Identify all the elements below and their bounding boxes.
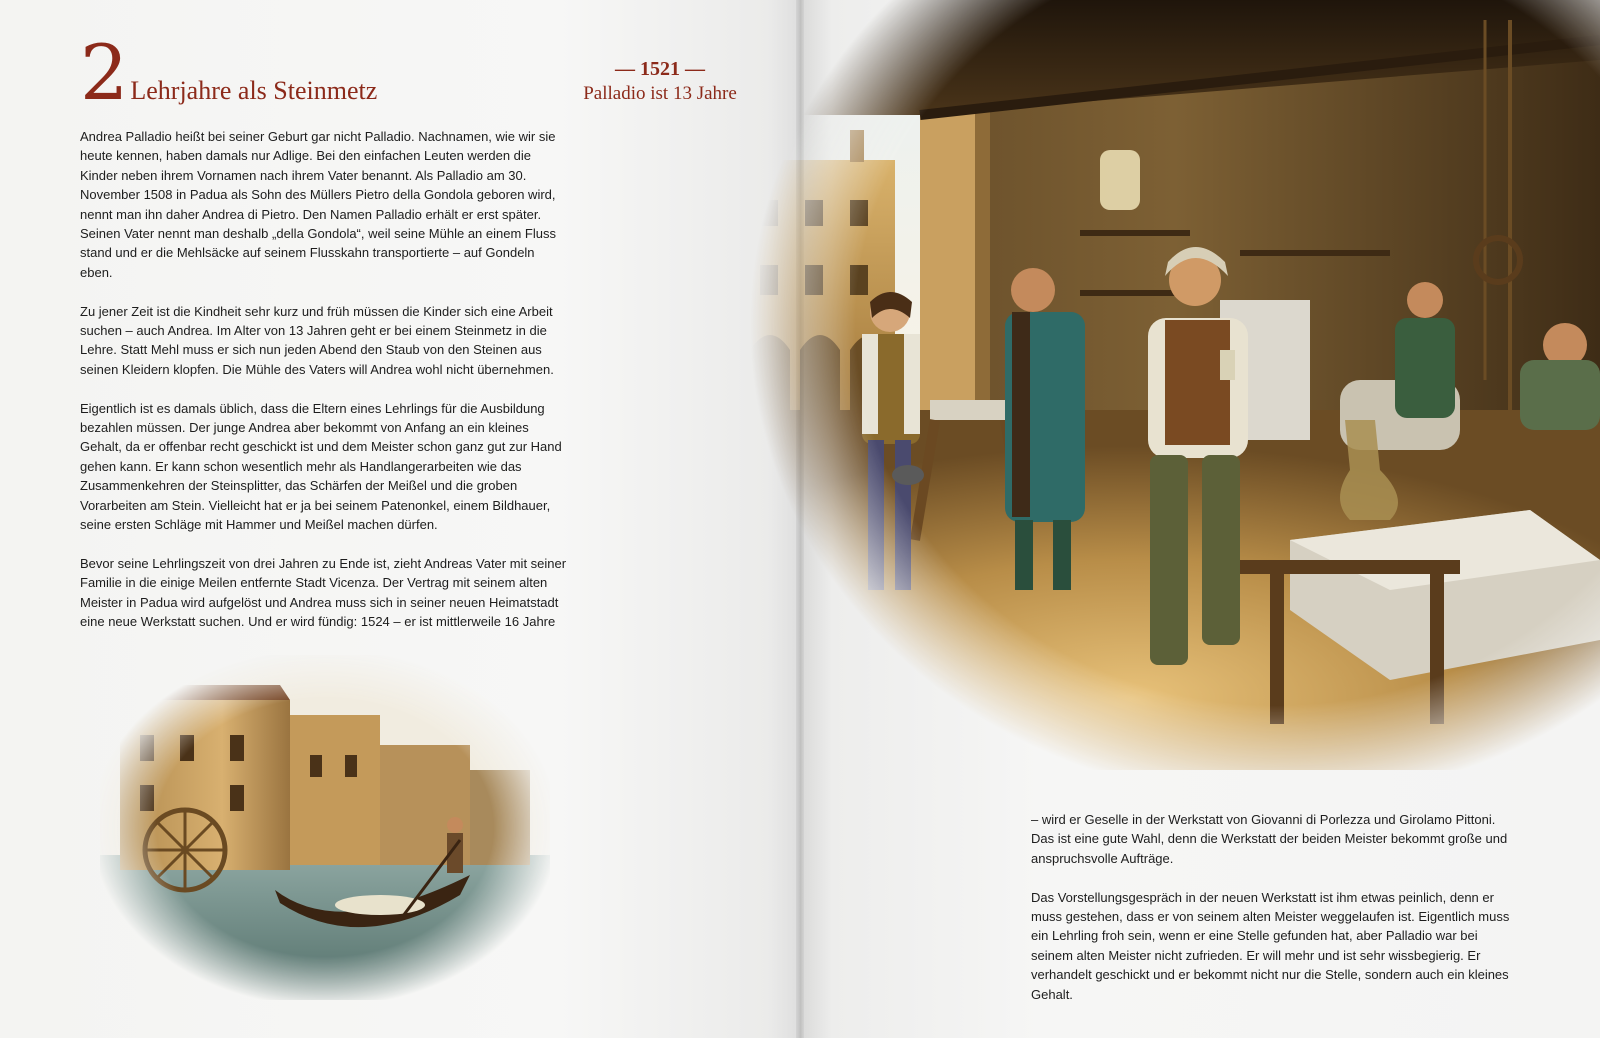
age-label: Palladio ist 13 Jahre [583, 83, 737, 104]
paragraph: Das Vorstellungsgespräch in der neuen Werkstatt ist ihm etwas peinlich, denn er muss gestehen, dass er von seinem alten Meister weggelaufen ist. Eigentlich muss ein Lehrling froh sein, wenn er eine Stelle gefunden hat, aber Palladio war bei seinem alten Meister nicht zufrieden. Er will mehr und ist sehr wissbegierig. Er verhandelt geschickt und er bekommt nicht nur die Stelle, sondern auch ein kleines Gehalt. [1031, 889, 1510, 1002]
paragraph: Bevor seine Lehrlingszeit von drei Jahren zu Ende ist, zieht Andreas Vater mit seiner Familie in die einige Meilen entfernte Stadt Vicenza. Der Vertrag mit seinem alten Meister in Padua wird aufgelöst und Andrea muss sich in seiner neuen Heimatstadt eine neue Werkstatt suchen. Und er wird fündig: 1524 – er ist mittlerweile 16 Jahre [80, 555, 567, 630]
workshop-illustration [750, 0, 1600, 770]
venice-canal-illustration [100, 655, 550, 1000]
year-label: — 1521 — [615, 58, 705, 80]
year-note [560, 58, 760, 105]
paragraph: Zu jener Zeit ist die Kindheit sehr kurz und früh müssen die Kinder sich eine Arbeit suchen – auch Andrea. Im Alter von 13 Jahren geht er bei einem Steinmetz in die Lehre. Statt Mehl muss er sich nun jeden Abend den Staub von den Steinen aus seinen Kleidern klopfen. Die Mühle des Vaters will Andrea wohl nicht übernehmen. [80, 303, 554, 377]
right-body-text [1031, 810, 1519, 1023]
chapter-title: Lehrjahre als Steinmetz [130, 76, 378, 105]
paragraph: Andrea Palladio heißt bei seiner Geburt gar nicht Palladio. Nachnamen, wie wir sie heute kennen, haben damals nur Adlige. Bei den einfachen Leuten werden die Kinder neben ihrem Vornamen nach ihrem Vater benannt. Als Palladio am 30. November 1508 in Padua als Sohn des Müllers Pietro della Gondola geboren wird, nennt man ihn daher Andrea di Pietro. Den Namen Palladio erhält er erst später. Seinen Vater nennt man deshalb „della Gondola“, weil seine Mühle an einem Fluss stand und er die Mehlsäcke auf seinem Flusskahn transportierte – auf Gondeln eben. [80, 129, 556, 280]
chapter-number: 2 [80, 28, 127, 117]
left-body-text [80, 127, 570, 651]
paragraph: Eigentlich ist es damals üblich, dass die Eltern eines Lehrlings für die Ausbildung bezahlen müssen. Der junge Andrea aber bekommt von Anfang an ein kleines Gehalt, da er offenbar recht geschickt ist und dem Meister schon ganz gut zur Hand gehen kann. Er kann schon wesentlich mehr als Handlangerarbeiten wie das Zusammenkehren der Steinsplitter, das Schärfen der Meißel und die groben Vorarbeiten am Stein. Vielleicht hat er ja bei seinem Patenonkel, einem Bildhauer, seine ersten Schläge mit Hammer und Meißel machen dürfen. [80, 400, 562, 533]
chapter-heading [80, 28, 378, 117]
paragraph: – wird er Geselle in der Werkstatt von Giovanni di Porlezza und Girolamo Pittoni. Das ist eine gute Wahl, denn die Werkstatt der beiden Meister bekommt große und anspruchsvolle Aufträge. [1031, 812, 1508, 866]
